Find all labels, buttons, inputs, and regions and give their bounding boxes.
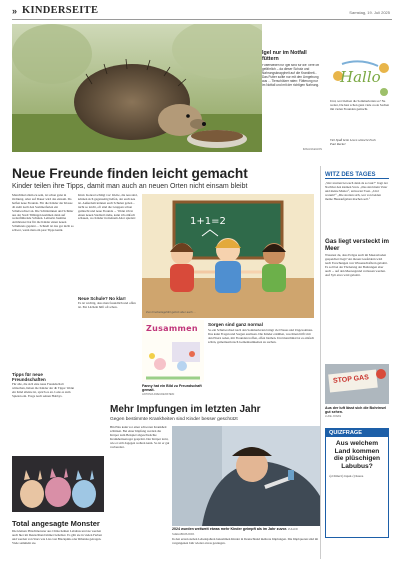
main-column-2 bbox=[78, 194, 138, 344]
sorgen-text: So ein Schulwechsel nach den Sommerferien bringt viel Neues und Ungewohntes. Das kann Fragen und Sorgen auslösen. Die Kinder erzählen, was ihnen hilft: mit den Eltern reden, mit Freunden treffen, offen bleiben. Und manchmal ist es einfach schön, gemeinsam nach Gemeinsamkeiten zu suchen. bbox=[208, 329, 315, 344]
vaccine-column-1 bbox=[110, 426, 170, 566]
hedgehog-title: Igel nur im Notfall füttern bbox=[262, 50, 307, 62]
kid-drawing-credit: ANTONIA FREUDENSTEIN bbox=[142, 392, 175, 396]
hedgehog-photo bbox=[12, 24, 262, 152]
witz-title: WITZ DES TAGES bbox=[325, 172, 389, 179]
friends-illustration bbox=[142, 194, 314, 318]
section-title: KINDERSEITE bbox=[22, 5, 99, 16]
vaccine-caption bbox=[172, 527, 320, 538]
main-headline: Neue Freunde finden leicht gemacht bbox=[12, 166, 248, 181]
kid-drawing-caption bbox=[142, 384, 204, 397]
sorgen-title: Sorgen sind ganz normal bbox=[208, 322, 263, 327]
main-col1-text: Manchmal allein zu sein, ist schon ganz in Ordnung. Aber auf Dauer wird das einsam. Da helfen neue Freunde. Für die Kinder der Klasse 4b steht nach den Sommerferien ein Schulwechsel an. Die Schülerinnen und Schüler aus der Stadt Tübingen kommen dann auf weiterführende Schulen. Lehrerin Jasmina Armbruster hat für die Kinder einen neuen Schulkreis geplant ... Schnell ist das gar nicht so schwer, wenn man ein paar Tipps kennt. bbox=[12, 194, 74, 233]
main-col2-text: Kind. Konrad schlägt vor: Klebe, die neu sind, können sich gegenseitig helfen, der euch neu ist. Außerdem können euch Schulen geben – nicht so leicht, oft sind die Gruppen schon gemischt und neue Freunde ... 'Wenn ich in einen neuen Stadtteil ziehe, kann ich einfach schauen, wo Kinder in meinem Alter spielen'. bbox=[78, 194, 138, 221]
hallo-logo bbox=[330, 56, 392, 102]
vaccine-headline: Mehr Impfungen im letzten Jahr bbox=[110, 404, 261, 415]
gas-title: Gas liegt versteckt im Meer bbox=[325, 238, 389, 252]
hedgehog-credit: IMAGO/LEGION bbox=[302, 148, 322, 151]
quiz-question: Aus welchem Land kommen die plüschigen Labubus? bbox=[333, 440, 381, 470]
stop-gas-sign: STOP GAS bbox=[332, 374, 370, 385]
kid-drawing bbox=[142, 320, 204, 382]
issue-date: Samstag, 19. Juli 2025 bbox=[349, 10, 390, 15]
quiz-title: QUIZFRAGE bbox=[326, 429, 388, 437]
stop-gas-caption bbox=[325, 406, 389, 419]
main-column-1 bbox=[12, 194, 74, 454]
vaccine-caption-text: 2024 wurden weltweit etwas mehr Kinder geimpft als im Jahr zuvor. bbox=[172, 527, 288, 531]
neue-schule-title: Neue Schule? No klar! bbox=[78, 296, 126, 301]
quiz-box bbox=[325, 428, 389, 538]
vaccine-photo bbox=[172, 426, 320, 526]
tip-title: Tipps für neue Freundschaften bbox=[12, 372, 46, 382]
witz-text: „Wer streiten bei euch denn da so laut?“ fragt der Nachbar den kleinen Sven. „Das sind mein Vater und meine Mutter“, antwortet Sven. „Und warum?“ „Die streiten sich, wer von beiden meine Hausaufgaben machen soll.“ bbox=[325, 182, 388, 201]
stop-gas-credit: LUKE JONAS bbox=[325, 414, 342, 418]
intro-text: Und, wer bleiben die Sommerferien so? Na weiter, Du hast schon ganz viele coole Sachen mit vielen Freunden gemacht. bbox=[330, 100, 389, 111]
labubu-photo bbox=[12, 456, 104, 512]
sidebar bbox=[320, 166, 392, 559]
sorgen-section bbox=[208, 322, 316, 402]
hallo-logo-text: Hallo bbox=[340, 68, 381, 86]
illustration-caption: Zum Freiheitsgefühl gehört aber auch ... bbox=[146, 310, 196, 314]
tip-text: Für alle, die sich eine neue Freundschaft wünschen, haben die Kinder der 4b Tipps: Wenn ein Kind alleine ist, sprich es an. Lade es zum Spielen ein. Frage nach seinen Hobbys. bbox=[12, 383, 74, 398]
labubu-text: Die kleinen Plüschmonster aus China heißen Labubus und sie werden auch hier im Deutschland immer beliebter. Es gibt sie in vielen Farben und werden von Stars wie Lisa von Blackpink oder Rihanna getragen. Viele sammeln sie. bbox=[12, 530, 102, 545]
vaccine-col2-text: In den ersten sieben Lebensjahren bekommen Kinder in Deutschland mehrere Impfungen. Die Impfquoten sind im vergangenen Jahr wieder etwas gestiegen. bbox=[172, 538, 319, 545]
stop-gas-photo bbox=[325, 364, 389, 404]
main-col2b-text: Es ist wichtig, dass man freundlich und offen ist. Ein Lächeln hilft oft schon. bbox=[78, 301, 136, 309]
main-subhead: Kinder teilen ihre Tipps, damit man auch an neuen Orten nicht einsam bleibt bbox=[12, 183, 248, 190]
svg-text:1+1=2: 1+1=2 bbox=[190, 216, 226, 227]
hedgehog-box bbox=[262, 50, 322, 154]
kid-drawing-caption-text: Fanny hat ein Bild zu Freundschaft gemalt. bbox=[142, 384, 202, 393]
vaccine-col1-text: Bin Piks kann vor einer schweren Krankheit schützen. Bei einer Impfung werden die Körper zum Beispiel abgeschwächte Krankheitserreger gespritzt. Der Körper lernt, wie er sich dagegen wehren kann. So ist er gut vorbereitet. bbox=[110, 426, 170, 449]
stop-gas-caption-text: Aus der luft lässt sich die Bohrinsel gut sehen. bbox=[325, 406, 387, 415]
quiz-answers: a) China b) Japan c) Korea bbox=[329, 474, 364, 479]
intro-column bbox=[330, 100, 392, 162]
vaccine-subhead: Gegen bestimmte Krankheiten sind Kinder besser geschützt bbox=[110, 417, 238, 422]
vaccine-caption-credit: ZUHAIR SHEHABI/WU/DPA bbox=[172, 528, 298, 537]
labubu-headline: Total angesagte Monster bbox=[12, 519, 100, 528]
intro-signature: Viel Spaß beim Lesen wünscht Euch bbox=[330, 138, 376, 142]
gas-text: Wusstest du, dass Erdgas auch im Meeresboden gespeichert liegt? An diesen Gasfeldern wird nach Forschungen von Wissenschaftlern gebohrt. Es soll bei der Förderung der Bohrungen aber auch ... auf den Meeresgrund verlassen werden. Auf Sylt etwa wird gebohrt. bbox=[325, 254, 388, 277]
section-chevron-icon: » bbox=[12, 6, 18, 16]
hedgehog-text: Futterstellen für Igel sind für die Tiere oft gefährlich – da dieser Schutz und Nahrungsknappheit auf die Krankheit... Das Futter sollte nur mit den Umgebung aus ... Tierschützer raten: Fütterung nur im Notfall und mit der richtigen Nahrung. bbox=[262, 64, 320, 87]
intro-author: Paul Rucker bbox=[330, 141, 346, 146]
zusammen-badge: Zusammen bbox=[146, 324, 198, 333]
